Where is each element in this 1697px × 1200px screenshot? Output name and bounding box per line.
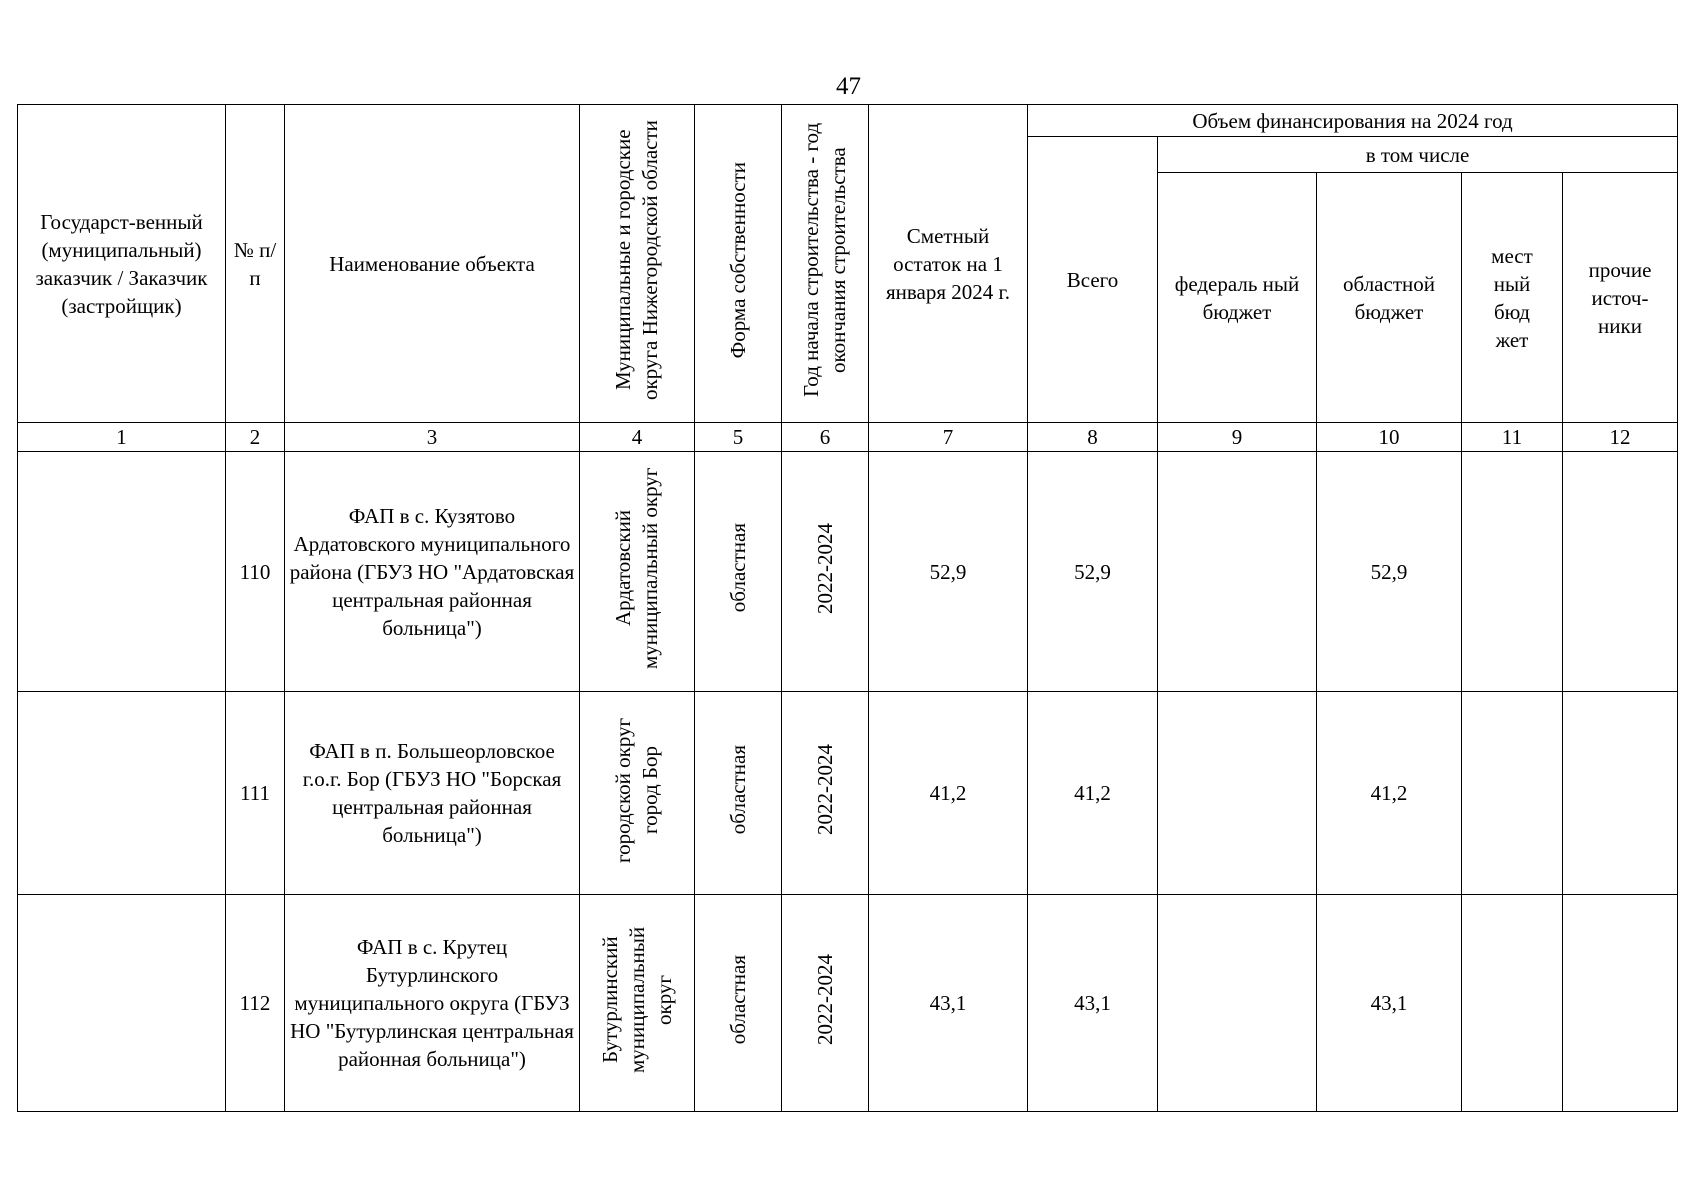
column-number: 5	[695, 423, 782, 452]
cell-number: 110	[226, 452, 285, 692]
cell-estimate: 52,9	[869, 452, 1028, 692]
table-row	[18, 452, 1678, 692]
cell-number: 112	[226, 895, 285, 1112]
cell-total: 41,2	[1028, 692, 1158, 895]
header-other: прочие источ-ники	[1563, 173, 1678, 423]
column-number: 11	[1462, 423, 1563, 452]
cell-years	[782, 452, 869, 692]
column-number: 1	[18, 423, 226, 452]
column-number: 9	[1158, 423, 1317, 452]
cell-ownership-text: областная	[725, 744, 750, 835]
cell-other	[1563, 452, 1678, 692]
cell-municipality	[580, 692, 695, 895]
cell-total: 52,9	[1028, 452, 1158, 692]
header-total: Всего	[1028, 137, 1158, 423]
cell-number: 111	[226, 692, 285, 895]
header-ownership	[695, 105, 782, 423]
cell-regional: 41,2	[1317, 692, 1462, 895]
table-row	[18, 895, 1678, 1112]
cell-ownership	[695, 692, 782, 895]
column-number: 2	[226, 423, 285, 452]
cell-total: 43,1	[1028, 895, 1158, 1112]
header-federal: федераль ный бюджет	[1158, 173, 1317, 423]
column-number: 4	[580, 423, 695, 452]
header-local: мест ный бюд жет	[1462, 173, 1563, 423]
header-ownership-text: Форма собственности	[725, 161, 750, 359]
column-number: 7	[869, 423, 1028, 452]
table-row	[18, 692, 1678, 895]
financing-table	[17, 104, 1678, 1112]
cell-regional: 52,9	[1317, 452, 1462, 692]
header-regional: областной бюджет	[1317, 173, 1462, 423]
column-number: 12	[1563, 423, 1678, 452]
cell-ownership	[695, 452, 782, 692]
cell-federal	[1158, 895, 1317, 1112]
cell-local	[1462, 895, 1563, 1112]
cell-municipality-text: Бутурлинский муниципальный округ	[597, 926, 676, 1073]
cell-regional: 43,1	[1317, 895, 1462, 1112]
header-object-name: Наименование объекта	[285, 105, 580, 423]
header-including: в том числе	[1158, 137, 1678, 173]
cell-ownership	[695, 895, 782, 1112]
header-municipality-text: Муниципальные и городские округа Нижегородской области	[611, 120, 662, 400]
column-number: 8	[1028, 423, 1158, 452]
cell-years-text: 2022-2024	[812, 954, 837, 1045]
cell-years	[782, 692, 869, 895]
cell-object-name: ФАП в с. Кузятово Ардатовского муниципального района (ГБУЗ НО "Ардатовская центральная районная больница")	[285, 452, 580, 692]
cell-customer	[18, 452, 226, 692]
header-years-text: Год начала строительства - год окончания строительства	[799, 122, 850, 398]
cell-municipality-text: городской округ город Бор	[611, 716, 662, 863]
header-customer: Государст-венный (муниципальный) заказчик / Заказчик (застройщик)	[18, 105, 226, 423]
cell-estimate: 41,2	[869, 692, 1028, 895]
cell-ownership-text: областная	[725, 523, 750, 613]
column-number-row	[18, 423, 1678, 452]
cell-object-name: ФАП в п. Большеорловское г.о.г. Бор (ГБУЗ НО "Борская центральная районная больница")	[285, 692, 580, 895]
cell-customer	[18, 895, 226, 1112]
cell-local	[1462, 452, 1563, 692]
column-number: 10	[1317, 423, 1462, 452]
page-number: 47	[836, 73, 861, 100]
cell-object-name: ФАП в с. Крутец Бутурлинского муниципального округа (ГБУЗ НО "Бутурлинская центральная районная больница")	[285, 895, 580, 1112]
cell-customer	[18, 692, 226, 895]
cell-ownership-text: областная	[725, 954, 750, 1045]
column-number: 6	[782, 423, 869, 452]
header-row-1	[18, 105, 1678, 137]
header-municipality	[580, 105, 695, 423]
column-number: 3	[285, 423, 580, 452]
header-estimate: Сметный остаток на 1 января 2024 г.	[869, 105, 1028, 423]
cell-years	[782, 895, 869, 1112]
cell-years-text: 2022-2024	[812, 744, 837, 835]
cell-other	[1563, 895, 1678, 1112]
cell-other	[1563, 692, 1678, 895]
cell-local	[1462, 692, 1563, 895]
cell-municipality	[580, 452, 695, 692]
header-number: № п/п	[226, 105, 285, 423]
header-funding-group: Объем финансирования на 2024 год	[1028, 105, 1678, 137]
header-years	[782, 105, 869, 423]
cell-municipality-text: Ардатовский муниципальный округ	[611, 467, 662, 669]
cell-estimate: 43,1	[869, 895, 1028, 1112]
cell-years-text: 2022-2024	[812, 522, 837, 614]
cell-federal	[1158, 452, 1317, 692]
cell-federal	[1158, 692, 1317, 895]
cell-municipality	[580, 895, 695, 1112]
